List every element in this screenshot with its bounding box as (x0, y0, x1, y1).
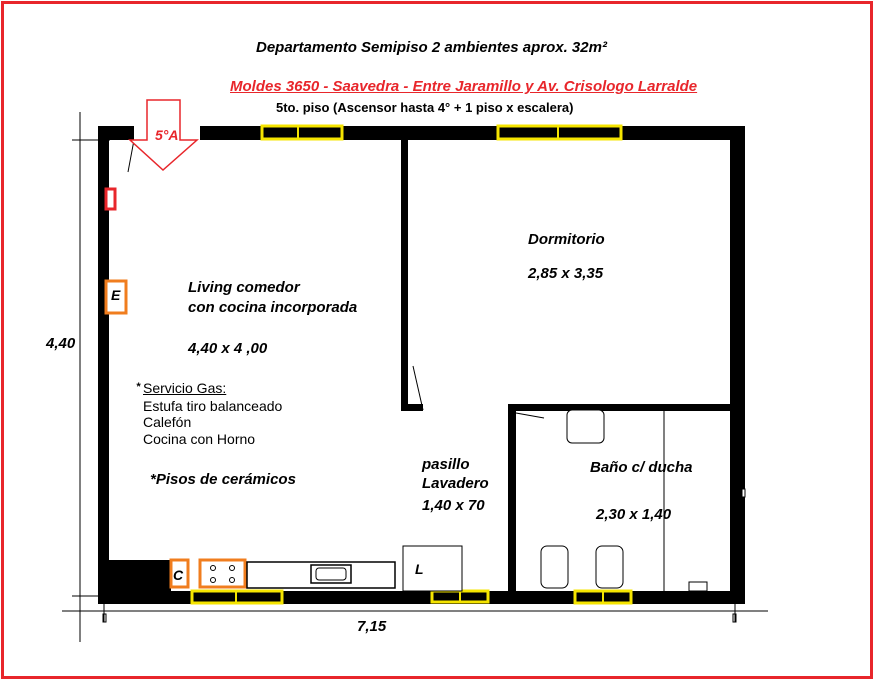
sink-inner (316, 568, 346, 580)
electric-panel-marker (106, 189, 115, 209)
listing-address: Moldes 3650 - Saavedra - Entre Jaramillo y Av. Crisologo Larralde (230, 78, 698, 95)
bathroom-name: Baño c/ ducha (590, 459, 693, 476)
living-room-name-2: con cocina incorporada (188, 299, 358, 316)
bathroom-size: 2,30 x 1,40 (596, 506, 672, 523)
windows (192, 126, 631, 603)
gas-heading: Servicio Gas: (143, 380, 227, 396)
bedroom-size: 2,85 x 3,35 (528, 265, 604, 282)
laundry-unit (403, 546, 462, 591)
door-swings (128, 140, 664, 591)
gas-item-3: Cocina con Horno (143, 431, 256, 447)
bedroom-name: Dormitorio (528, 231, 605, 248)
height-dimension: 4,40 (46, 335, 76, 352)
hallway-size: 1,40 x 70 (422, 497, 485, 514)
gas-heading-star: * (136, 381, 141, 393)
stove-heater-label: E (111, 287, 121, 303)
exterior-walls (98, 126, 745, 604)
window-dividers (236, 126, 603, 603)
floors-note: *Pisos de cerámicos (150, 471, 296, 488)
hallway-name-1: pasillo (422, 456, 470, 473)
unit-label: 5°A (155, 127, 179, 143)
bathroom-fixtures (541, 410, 745, 591)
living-room-name-1: Living comedor (188, 279, 300, 296)
cooktop (200, 560, 245, 587)
interior-walls (401, 140, 730, 591)
listing-title: Departamento Semipiso 2 ambientes aprox. 32m² (256, 39, 607, 56)
water-heater-label: C (173, 567, 184, 583)
living-room-size: 4,40 x 4 ,00 (188, 340, 268, 357)
gas-item-1: Estufa tiro balanceado (143, 398, 283, 414)
width-dimension: 7,15 (357, 618, 387, 635)
gas-item-2: Calefón (143, 414, 192, 430)
floor-info: 5to. piso (Ascensor hasta 4° + 1 piso x escalera) (276, 100, 574, 115)
laundry-label: L (415, 561, 424, 577)
hallway-name-2: Lavadero (422, 475, 489, 492)
